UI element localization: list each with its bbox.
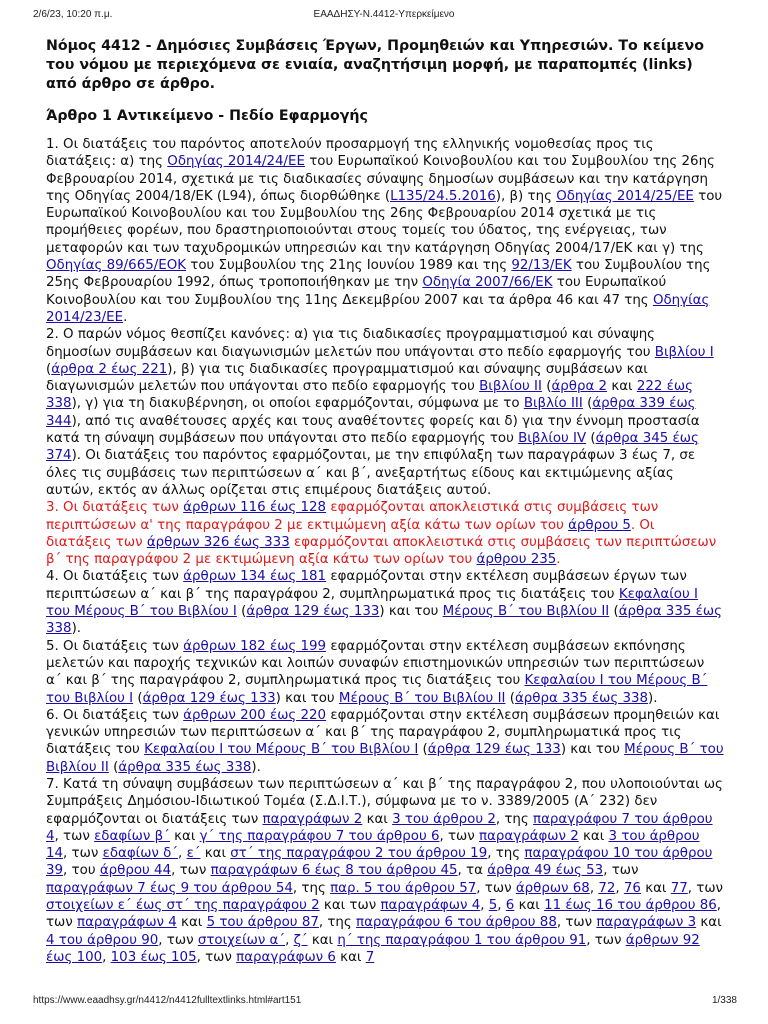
- cross-reference-link[interactable]: Μέρους Β΄ του Βιβλίου ΙΙ: [338, 690, 506, 706]
- cross-reference-link[interactable]: παραγράφου 6 του άρθρου 88: [356, 915, 557, 931]
- cross-reference-link[interactable]: παραγράφου 10 του άρθρου 39: [46, 846, 713, 879]
- paragraph-5: [46, 638, 724, 707]
- paragraph-text: ,: [178, 846, 187, 862]
- print-footer: [0, 995, 768, 1009]
- paragraph-text: εφαρμόζονται στην εκτέλεση συμβάσεων έργων των περιπτώσεων α΄ και β΄ της παραγράφου 2, συμπληρωματικά προς τις διατάξεις του: [46, 569, 687, 602]
- paragraph-text: εφαρμόζονται αποκλειστικά στις συμβάσεις των περιπτώσεων α' της παραγράφου 2 με εκτιμώμενη αξία κάτω των ορίων του: [46, 500, 659, 533]
- document-title: Νόμος 4412 - Δημόσιες Συμβάσεις Έργων, Προμηθειών και Υπηρεσιών. Το κείμενο του νόμου με περιεχόμενα σε ενιαία, αναζητήσιμη μορφή, με παραπομπές (links) από άρθρο σε άρθρο.: [46, 38, 704, 92]
- paragraph-text: ) και του: [379, 604, 443, 620]
- paragraph-text: εφαρμόζονται στην εκτέλεση συμβάσεων εκπόνησης μελετών και παροχής τεχνικών και λοιπών συναφών επιστημονικών υπηρεσιών των περιπτώσεων α΄ και β΄ της παραγράφου 2, συμπληρωματικά προς τις διατάξεις του: [46, 638, 705, 689]
- cross-reference-link[interactable]: 222 έως 338: [46, 379, 693, 412]
- cross-reference-link[interactable]: Κεφαλαίου Ι του Μέρους Β΄ του Βιβλίου Ι: [144, 742, 419, 758]
- cross-reference-link[interactable]: άρθρων 326 έως 333: [146, 534, 290, 550]
- cross-reference-link[interactable]: παρ. 5 του άρθρου 57: [330, 880, 477, 896]
- cross-reference-link[interactable]: 76: [623, 880, 641, 896]
- cross-reference-link[interactable]: Βιβλίο ΙΙΙ: [523, 396, 583, 412]
- paragraph-text: ).: [251, 759, 261, 775]
- paragraph-text: του Ευρωπαϊκού Κοινοβουλίου και του Συμβουλίου της 11ης Δεκεμβρίου 2007 και τα άρθρα 46 και 47 της: [46, 275, 667, 308]
- cross-reference-link[interactable]: ζ΄: [293, 932, 308, 948]
- paragraph-6: [46, 707, 724, 776]
- paragraph-text: και: [578, 828, 609, 844]
- cross-reference-link[interactable]: παραγράφων 6 έως 8 του άρθρου 45: [210, 863, 458, 879]
- cross-reference-link[interactable]: άρθρου 235: [476, 552, 557, 568]
- cross-reference-link[interactable]: Μέρους Β΄ του Βιβλίου ΙΙ: [442, 604, 610, 620]
- paragraph-text: , των: [196, 949, 237, 965]
- cross-reference-link[interactable]: ε΄: [186, 846, 201, 862]
- paragraph-text: 6. Οι διατάξεις των: [46, 707, 184, 723]
- paragraph-text: , των: [439, 828, 479, 844]
- paragraph-text: (: [505, 690, 515, 706]
- paragraph-text: , των: [46, 898, 722, 931]
- paragraph-text: 4. Οι διατάξεις των: [46, 569, 184, 585]
- cross-reference-link[interactable]: Οδηγίας 2014/25/ΕΕ: [556, 188, 694, 204]
- paragraph-text: και: [307, 932, 338, 948]
- cross-reference-link[interactable]: Βιβλίου Ι: [654, 344, 714, 360]
- paragraph-text: (: [46, 361, 52, 377]
- print-page-number: 1/338: [711, 995, 737, 1006]
- paragraph-text: και: [640, 880, 671, 896]
- paragraph-text: (: [541, 379, 552, 395]
- print-date: 2/6/23, 10:20 π.μ.: [33, 9, 113, 20]
- cross-reference-link[interactable]: 77: [670, 880, 688, 896]
- cross-reference-link[interactable]: 92/13/ΕΚ: [511, 258, 572, 274]
- cross-reference-link[interactable]: η΄ της παραγράφου 1 του άρθρου 91: [337, 932, 587, 948]
- paragraph-text: ) και του: [275, 690, 339, 706]
- article-heading: Άρθρο 1 Αντικείμενο - Πεδίο Εφαρμογής: [46, 108, 368, 124]
- paragraph-text: , της: [487, 846, 525, 862]
- paragraph-text: .: [556, 552, 561, 568]
- cross-reference-link[interactable]: άρθρου 5: [568, 517, 631, 533]
- paragraph-text: και: [335, 949, 366, 965]
- paragraph-text: και: [362, 811, 393, 827]
- cross-reference-link[interactable]: Οδηγίας 2014/24/ΕΕ: [167, 154, 305, 170]
- cross-reference-link[interactable]: άρθρων 134 έως 181: [183, 569, 327, 585]
- cross-reference-link[interactable]: Μέρους Β΄ του Βιβλίου ΙΙ: [46, 742, 724, 775]
- paragraph-text: , των: [158, 932, 198, 948]
- cross-reference-link[interactable]: 5 του άρθρου 87: [206, 915, 319, 931]
- paragraph-text: 3. Οι διατάξεις των: [46, 500, 184, 516]
- paragraph-text: και των: [319, 898, 381, 914]
- paragraph-text: , της: [318, 915, 357, 931]
- cross-reference-link[interactable]: άρθρα 339 έως 344: [46, 396, 696, 429]
- paragraph-text: (: [418, 742, 428, 758]
- cross-reference-link[interactable]: Οδηγίας 2014/23/ΕΕ: [46, 292, 710, 325]
- cross-reference-link[interactable]: εδαφίων δ΄: [102, 846, 179, 862]
- cross-reference-link[interactable]: άρθρων 200 έως 220: [183, 707, 327, 723]
- cross-reference-link[interactable]: άρθρα 335 έως 338: [118, 759, 252, 775]
- cross-reference-link[interactable]: 11 έως 16 του άρθρου 86: [544, 898, 717, 914]
- paragraph-text: και: [200, 846, 231, 862]
- cross-reference-link[interactable]: άρθρου 44: [99, 863, 172, 879]
- paragraph-text: , τα: [457, 863, 488, 879]
- paragraph-1: [46, 136, 724, 326]
- cross-reference-link[interactable]: άρθρων 68: [515, 880, 590, 896]
- paragraph-text: και: [696, 915, 722, 931]
- paragraph-text: , της: [292, 880, 331, 896]
- paragraph-4: [46, 568, 724, 637]
- cross-reference-link[interactable]: στ΄ της παραγράφου 2 του άρθρου 19: [230, 846, 488, 862]
- paragraph-text: (: [582, 396, 593, 412]
- paragraph-text: (: [609, 604, 619, 620]
- cross-reference-link[interactable]: 103 έως 105: [110, 949, 197, 965]
- paragraph-text: , των: [476, 880, 516, 896]
- cross-reference-link[interactable]: Οδηγίας 89/665/ΕΟΚ: [46, 258, 187, 274]
- paragraph-text: (: [586, 431, 596, 447]
- paragraph-text: , των: [556, 915, 597, 931]
- cross-reference-link[interactable]: άρθρων 92 έως 100: [46, 932, 700, 965]
- cross-reference-link[interactable]: άρθρα 2: [551, 379, 608, 395]
- cross-reference-link[interactable]: 7: [365, 949, 375, 965]
- print-url: https://www.eaadhsy.gr/n4412/n4412fulltextlinks.html#art151: [33, 995, 302, 1006]
- paragraph-text: ), β) για τις διαδικασίες προγραμματισμού και σύναψης συμβάσεων και διαγωνισμών μελετών που υπάγονται στο πεδίο εφαρμογής του: [46, 361, 648, 395]
- cross-reference-link[interactable]: 4 του άρθρου 90: [46, 932, 159, 948]
- document-body: [46, 37, 724, 966]
- paragraph-text: εφαρμόζονται αποκλειστικά στις συμβάσεις των περιπτώσεων β΄ της παραγράφου 2 με εκτιμώμενη αξία κάτω των ορίων του: [46, 534, 717, 568]
- cross-reference-link[interactable]: άρθρων 116 έως 128: [183, 500, 327, 516]
- paragraph-text: ).: [71, 621, 82, 637]
- paragraph-text: , των: [603, 863, 639, 879]
- cross-reference-link[interactable]: άρθρων 182 έως 199: [183, 638, 327, 654]
- paragraph-text: και: [514, 898, 545, 914]
- cross-reference-link[interactable]: άρθρα 129 έως 133: [427, 742, 561, 758]
- paragraph-text: , των: [586, 932, 626, 948]
- paragraph-text: .: [123, 309, 128, 325]
- cross-reference-link[interactable]: άρθρα 129 έως 133: [246, 604, 380, 620]
- paragraph-text: ).: [648, 690, 658, 706]
- paragraph-text: , της: [495, 811, 534, 827]
- cross-reference-link[interactable]: άρθρα 335 έως 338: [514, 690, 648, 706]
- cross-reference-link[interactable]: άρθρα 2 έως 221: [51, 361, 168, 377]
- paragraph-text: ), γ) για τη διακυβέρνηση, οι οποίοι εφαρμόζονται, σύμφωνα με το: [71, 396, 524, 412]
- paragraph-text: (: [236, 604, 247, 620]
- paragraph-text: του Ευρωπαϊκού Κοινοβουλίου και του Συμβουλίου της 26ης Φεβρουαρίου 2014, σχετικά με τις διαδικασίες σύναψης δημοσίων συμβάσεων και την κατάργηση της Οδηγίας 2004/18/ΕΚ (L94), όπως διορθώθηκε (: [46, 154, 715, 204]
- paragraph-text: , των: [171, 863, 211, 879]
- paragraph-text: ). Οι διατάξεις του παρόντος εφαρμόζονται, με την επιφύλαξη των παραγράφων 3 έως 7, σε όλες τις συμβάσεις των περιπτώσεων α΄ και β΄, ανεξαρτήτως είδους και εκτιμώμενης αξίας αυτών, εκτός αν άλλως ορίζεται στις επιμέρους διατάξεις αυτού.: [46, 448, 696, 498]
- paragraph-text: και: [169, 828, 200, 844]
- paragraph-text: (: [133, 690, 143, 706]
- paragraph-text: 5. Οι διατάξεις των: [46, 638, 184, 654]
- paragraph-text: εφαρμόζονται στην εκτέλεση συμβάσεων προμηθειών και γενικών υπηρεσιών των περιπτώσεων α΄ και β΄ της παραγράφου 2, συμπληρωματικά προς τις διατάξεις του: [46, 707, 720, 758]
- paragraph-text: του Συμβουλίου της 21ης Ιουνίου 1989 και της: [186, 258, 512, 274]
- cross-reference-link[interactable]: άρθρα 345 έως 374: [46, 431, 699, 464]
- cross-reference-link[interactable]: Κεφαλαίου Ι του Μέρους Β΄ του Βιβλίου Ι: [46, 586, 698, 620]
- paragraph-text: του Συμβουλίου της 25ης Φεβρουαρίου 1992, όπως τροποποιήθηκαν με την: [46, 258, 711, 291]
- cross-reference-link[interactable]: παραγράφων 2: [262, 811, 363, 827]
- cross-reference-link[interactable]: παραγράφων 4: [380, 898, 481, 914]
- paragraph-3: [46, 499, 724, 568]
- paragraph-text: και: [176, 915, 207, 931]
- paragraph-text: ,: [589, 880, 599, 896]
- cross-reference-link[interactable]: 3 του άρθρου 2: [392, 811, 496, 827]
- paragraph-text: (: [108, 759, 119, 775]
- cross-reference-link[interactable]: παραγράφου 7 του άρθρου 4: [46, 811, 713, 844]
- cross-reference-link[interactable]: παραγράφων 2: [479, 828, 579, 844]
- paragraph-text: . Οι διατάξεις των: [46, 517, 655, 550]
- paragraph-text: και: [607, 379, 637, 395]
- print-header: [0, 9, 768, 23]
- paragraph-text: , του: [63, 863, 100, 879]
- paragraph-text: ,: [480, 898, 489, 914]
- paragraph-text: , των: [54, 828, 95, 844]
- paragraph-text: ,: [615, 880, 624, 896]
- paragraph-7: [46, 776, 724, 966]
- paragraph-text: 2. Ο παρών νόμος θεσπίζει κανόνες: α) για τις διαδικασίες προγραμματισμού και σύναψης δημοσίων συμβάσεων και διαγωνισμών μελετών που υπάγονται στο πεδίο εφαρμογής του: [46, 327, 656, 360]
- paragraph-text: ,: [497, 898, 506, 914]
- paragraph-text: ) και του: [560, 742, 625, 758]
- cross-reference-link[interactable]: παραγράφων 4: [77, 915, 177, 931]
- paragraph-text: 1. Οι διατάξεις του παρόντος αποτελούν προσαρμογή της ελληνικής νομοθεσίας προς τις διατάξεις: α) της: [46, 137, 654, 170]
- cross-reference-link[interactable]: 6: [505, 898, 515, 914]
- article-paragraphs: [46, 136, 724, 966]
- cross-reference-link[interactable]: Βιβλίου ΙΙ: [479, 379, 542, 395]
- cross-reference-link[interactable]: άρθρα 49 έως 53: [487, 863, 604, 879]
- cross-reference-link[interactable]: εδαφίων β΄: [94, 828, 170, 844]
- cross-reference-link[interactable]: L135/24.5.2016: [390, 188, 496, 204]
- paragraph-text: , των: [63, 846, 103, 862]
- paragraph-text: ,: [285, 932, 294, 948]
- paragraph-text: ), από τις αναθέτουσες αρχές και τους αναθέτοντες φορείς και δ) για την έννομη προστασία κατά τη σύναψη συμβάσεων που υπάγονται στο πεδίο εφαρμογής του: [46, 413, 700, 447]
- cross-reference-link[interactable]: Βιβλίου IV: [518, 431, 587, 447]
- paragraph-text: του Ευρωπαϊκού Κοινοβουλίου και του Συμβουλίου της 26ης Φεβρουαρίου 2014 σχετικά με τις προμήθειες φορέων, που δραστηριοποιούνται στους τομείς του ύδατος, της ενέργειας, των μεταφορών και των ταχυδρομικών υπηρεσιών και την κατάργηση Οδηγίας 2004/17/ΕΚ και γ) της: [46, 188, 723, 256]
- cross-reference-link[interactable]: 3 του άρθρου 14: [46, 828, 700, 862]
- cross-reference-link[interactable]: παραγράφων 6: [236, 949, 336, 965]
- paragraph-text: ,: [102, 949, 111, 965]
- paragraph-text: , των: [687, 880, 724, 896]
- cross-reference-link[interactable]: στοιχείων ε΄ έως στ΄ της παραγράφου 2: [46, 898, 320, 914]
- cross-reference-link[interactable]: παραγράφων 7 έως 9 του άρθρου 54: [46, 880, 293, 896]
- paragraph-text: 7. Κατά τη σύναψη συμβάσεων των περιπτώσεων α΄ και β΄ της παραγράφου 2, που υλοποιούνται ως Συμπράξεις Δημόσιου-Ιδιωτικού Τομέα (Σ.Δ.Ι.Τ.), σύμφωνα με το ν. 3389/2005 (Α΄ 232) δεν εφαρμόζονται οι διατάξεις των: [46, 776, 723, 827]
- print-page-title: ΕΑΑΔΗΣΥ-Ν.4412-Υπερκείμενο: [313, 9, 455, 20]
- cross-reference-link[interactable]: 5: [488, 898, 498, 914]
- cross-reference-link[interactable]: άρθρα 335 έως 338: [46, 604, 722, 637]
- paragraph-text: ), β) της: [495, 188, 557, 204]
- cross-reference-link[interactable]: γ΄ της παραγράφου 7 του άρθρου 6: [199, 828, 440, 844]
- cross-reference-link[interactable]: Οδηγία 2007/66/ΕΚ: [422, 275, 553, 291]
- paragraph-2: [46, 326, 724, 499]
- cross-reference-link[interactable]: άρθρα 129 έως 133: [142, 690, 276, 706]
- cross-reference-link[interactable]: Κεφαλαίου Ι του Μέρους Β΄ του Βιβλίου Ι: [46, 673, 708, 706]
- cross-reference-link[interactable]: 72: [598, 880, 616, 896]
- cross-reference-link[interactable]: παραγράφων 3: [596, 915, 697, 931]
- cross-reference-link[interactable]: στοιχείων α΄: [197, 932, 286, 948]
